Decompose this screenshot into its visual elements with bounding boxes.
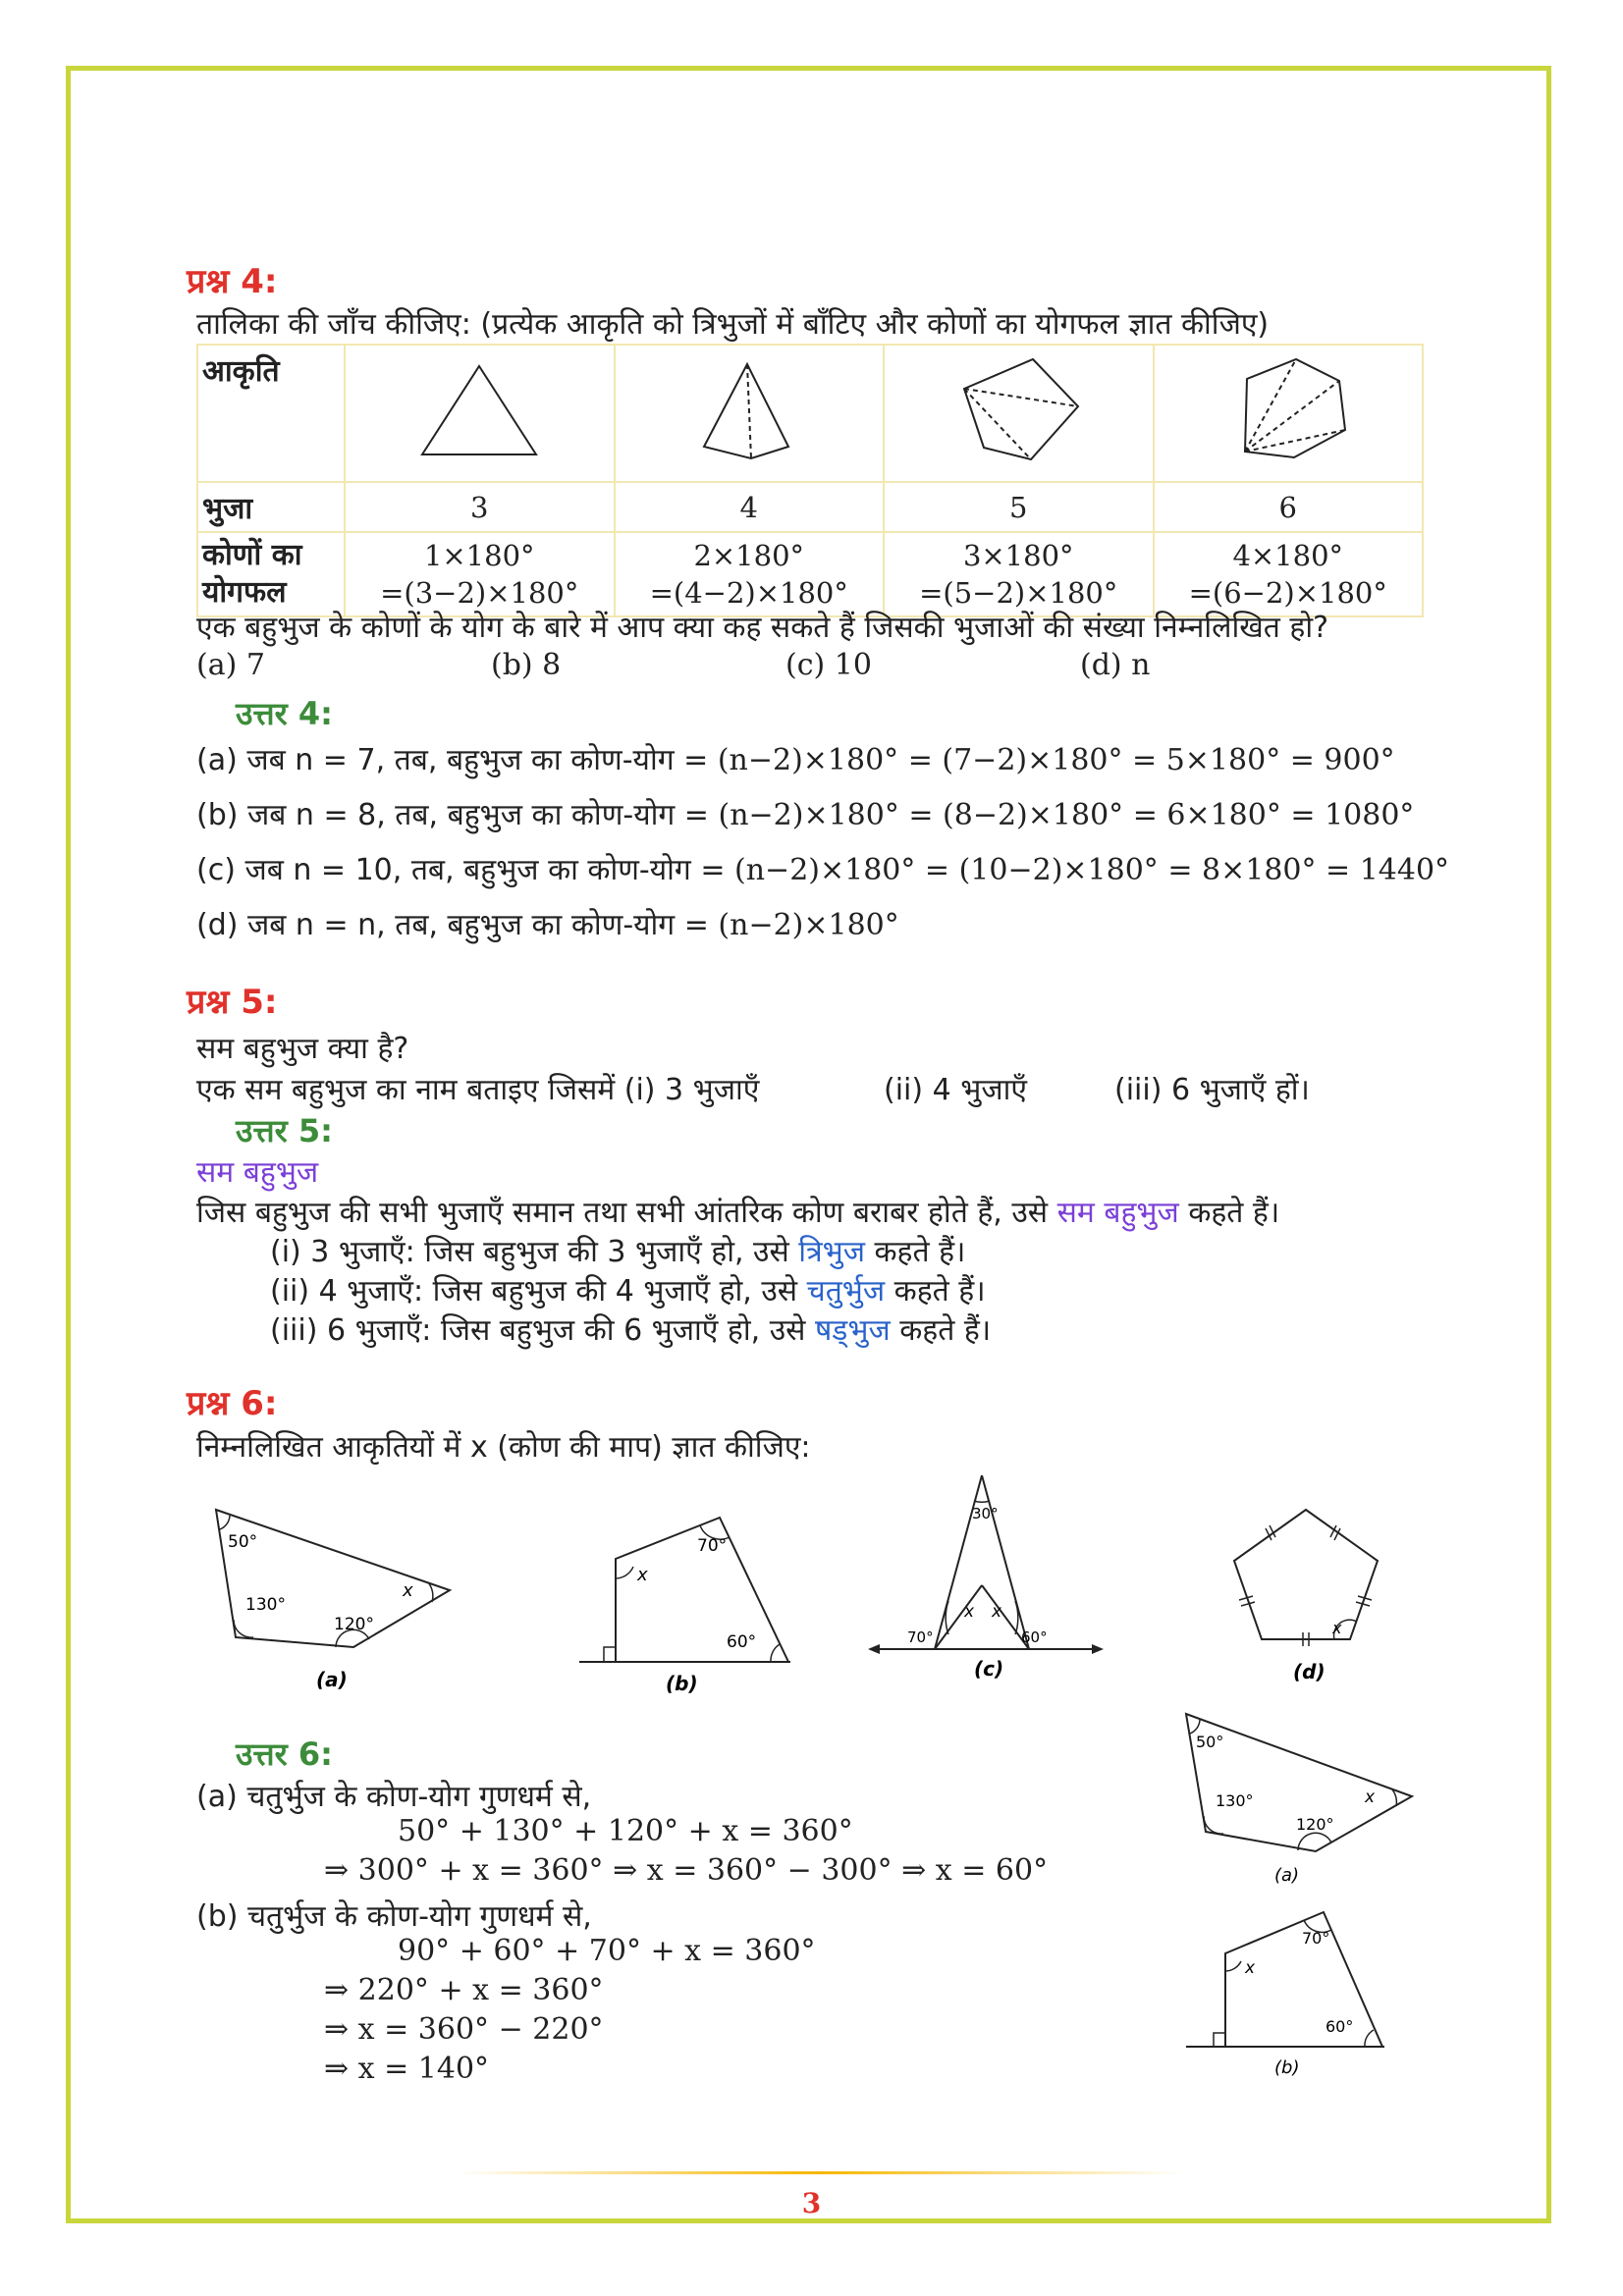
angle-label: 70°	[907, 1629, 934, 1646]
a4-line-a	[196, 738, 1395, 778]
angle-sum-cell	[884, 532, 1154, 616]
a5-def-end: कहते हैं।	[1178, 1196, 1280, 1230]
angle-label: 60°	[1021, 1629, 1048, 1646]
a5-def-text: जिस बहुभुज की सभी भुजाएँ समान तथा सभी आंतरिक कोण बराबर होते हैं, उसे	[196, 1196, 1057, 1230]
a5-item-iii	[270, 1308, 991, 1349]
a5-definition	[196, 1191, 1279, 1231]
a6-b-step4: ⇒ x = 140°	[324, 2052, 490, 2086]
sum-formula: =(3−2)×180°	[380, 576, 579, 610]
q4-option-d: (d) n	[1080, 648, 1151, 682]
angle-label: 130°	[1216, 1791, 1254, 1810]
a5-item-text: (ii) 4 भुजाएँ: जिस बहुभुज की 4 भुजाएँ हो, उसे	[270, 1274, 807, 1308]
a6-b-step3: ⇒ x = 360° − 220°	[324, 2012, 604, 2047]
hexagon-figure-cell	[1154, 345, 1424, 482]
angle-sum-cell	[345, 532, 615, 616]
a4-line-math: (n−2)×180° = (7−2)×180° = 5×180° = 900°	[717, 743, 1395, 777]
footer-divider	[457, 2171, 1183, 2174]
q5-option-ii: (ii) 4 भुजाएँ	[884, 1073, 1027, 1107]
triangle-icon	[410, 356, 548, 464]
a6-b-step1: 90° + 60° + 70° + x = 360°	[398, 1934, 816, 1968]
row-label-angle-sum-line2: योगफल	[202, 575, 287, 610]
page-number: 3	[801, 2187, 822, 2219]
figure-a-quadrilateral	[206, 1500, 461, 1696]
a5-item-text: (i) 3 भुजाएँ: जिस बहुभुज की 3 भुजाएँ हो, उसे	[270, 1235, 799, 1269]
pentagon-figure-cell	[884, 345, 1154, 482]
q5-line2: एक सम बहुभुज का नाम बताइए जिसमें (i) 3 भुजाएँ	[196, 1073, 760, 1107]
a5-item-ii	[270, 1269, 986, 1309]
angle-label: 50°	[228, 1532, 258, 1552]
sum-formula: =(4−2)×180°	[649, 576, 848, 610]
figure-caption: (d)	[1293, 1660, 1325, 1683]
polygon-angle-table	[196, 344, 1424, 617]
angle-sum-cell	[615, 532, 885, 616]
quadrilateral-icon	[690, 356, 808, 464]
a5-def-term: सम बहुभुज	[1056, 1196, 1179, 1230]
pentagon-icon	[945, 351, 1092, 469]
a5-item-term: षड्भुज	[814, 1313, 891, 1348]
q5-option-iii: (iii) 6 भुजाएँ हों।	[1114, 1073, 1310, 1107]
sum-product: 3×180°	[962, 539, 1074, 572]
angle-label: 50°	[1196, 1733, 1224, 1751]
a5-term: सम बहुभुज	[196, 1155, 319, 1190]
a4-line-b	[196, 793, 1414, 833]
angle-label: x	[1365, 1788, 1376, 1807]
q4-option-b: (b) 8	[491, 648, 562, 682]
sides-value: 6	[1154, 482, 1424, 532]
a4-line-text: (d) जब n = n, तब, बहुभुज का कोण-योग =	[196, 908, 719, 942]
angle-label: 60°	[727, 1632, 757, 1652]
a5-item-text: (iii) 6 भुजाएँ: जिस बहुभुज की 6 भुजाएँ हो, उसे	[270, 1313, 815, 1348]
a6-b-step2: ⇒ 220° + x = 360°	[324, 1973, 604, 2007]
angle-label: 130°	[245, 1595, 286, 1615]
a6-heading: उत्तर 6:	[236, 1735, 333, 1773]
sides-value: 5	[884, 482, 1154, 532]
q5-line1: सम बहुभुज क्या है?	[196, 1032, 409, 1066]
a5-heading: उत्तर 5:	[236, 1112, 333, 1149]
figure-caption: (b)	[1274, 2057, 1300, 2078]
a6-a-step2: ⇒ 300° + x = 360° ⇒ x = 360° − 300° ⇒ x = 60°	[324, 1853, 1049, 1888]
angle-label: x	[1332, 1619, 1342, 1637]
q4-question: एक बहुभुज के कोणों के योग के बारे में आप क्या कह सकते हैं जिसकी भुजाओं की संख्या निम्नलिखित हो?	[196, 611, 1329, 645]
row-label-sides: भुजा	[197, 482, 345, 532]
sum-product: 4×180°	[1232, 539, 1344, 572]
a6-a-step1: 50° + 130° + 120° + x = 360°	[398, 1814, 853, 1848]
a5-item-i	[270, 1230, 965, 1270]
figure-caption: (c)	[974, 1657, 1004, 1681]
angle-label: x	[992, 1602, 1002, 1622]
sum-formula: =(6−2)×180°	[1188, 576, 1387, 610]
angle-sum-cell	[1154, 532, 1424, 616]
angle-label: 120°	[334, 1615, 374, 1634]
q5-heading: प्रश्न 5:	[187, 983, 278, 1022]
a5-item-term: त्रिभुज	[798, 1235, 865, 1269]
sum-product: 2×180°	[693, 539, 805, 572]
a4-heading: उत्तर 4:	[236, 695, 333, 732]
hexagon-icon	[1219, 351, 1357, 469]
angle-label: 120°	[1296, 1815, 1334, 1834]
a4-line-math: (n−2)×180° = (8−2)×180° = 6×180° = 1080°	[718, 798, 1415, 832]
sum-formula: =(5−2)×180°	[919, 576, 1118, 610]
a4-line-math: (n−2)×180° = (10−2)×180° = 8×180° = 1440°	[734, 853, 1450, 887]
angle-label: x	[637, 1565, 648, 1585]
a4-line-text: (a) जब n = 7, तब, बहुभुज का कोण-योग =	[196, 743, 718, 777]
angle-label: 60°	[1325, 2017, 1354, 2036]
angle-label: 30°	[972, 1505, 999, 1522]
a4-line-text: (c) जब n = 10, तब, बहुभुज का कोण-योग =	[196, 853, 735, 887]
angle-label: x	[403, 1580, 413, 1601]
q4-option-a: (a) 7	[196, 648, 265, 682]
sides-value: 4	[615, 482, 885, 532]
angle-label: x	[964, 1602, 975, 1622]
figure-b-quadrilateral	[574, 1490, 800, 1696]
a5-item-end: कहते हैं।	[885, 1274, 986, 1308]
q4-heading: प्रश्न 4:	[187, 262, 278, 301]
a5-item-end: कहते हैं।	[890, 1313, 992, 1348]
answer-figure-b	[1178, 1895, 1404, 2081]
figure-c-isosceles	[864, 1468, 1109, 1693]
figure-d-regular-pentagon	[1222, 1492, 1389, 1688]
a6-b-label: (b) चतुर्भुज के कोण-योग गुणधर्म से,	[196, 1899, 592, 1934]
a4-line-d	[196, 903, 899, 943]
a4-line-text: (b) जब n = 8, तब, बहुभुज का कोण-योग =	[196, 798, 719, 832]
sum-product: 1×180°	[423, 539, 535, 572]
figure-caption: (a)	[316, 1668, 348, 1691]
angle-label: 70°	[1302, 1929, 1330, 1948]
sides-value: 3	[345, 482, 615, 532]
row-label-angle-sum-line1: कोणों का	[202, 538, 302, 572]
q4-option-c: (c) 10	[785, 648, 872, 682]
row-label-figure: आकृति	[197, 345, 345, 482]
q6-intro: निम्नलिखित आकृतियों में x (कोण की माप) ज्ञात कीजिए:	[196, 1430, 811, 1465]
row-label-angle-sum	[197, 532, 345, 616]
triangle-figure-cell	[345, 345, 615, 482]
quadrilateral-figure-cell	[615, 345, 885, 482]
a4-line-math: (n−2)×180°	[718, 908, 899, 942]
q6-heading: प्रश्न 6:	[187, 1384, 278, 1423]
angle-label: x	[1245, 1958, 1256, 1978]
a6-a-label: (a) चतुर्भुज के कोण-योग गुणधर्म से,	[196, 1780, 592, 1814]
a4-line-c	[196, 848, 1449, 888]
angle-label: 70°	[697, 1536, 728, 1556]
q4-intro: तालिका की जाँच कीजिए: (प्रत्येक आकृति को त्रिभुजों में बाँटिए और कोणों का योगफल ज्ञात कीजिए)	[196, 307, 1270, 342]
a5-item-term: चतुर्भुज	[806, 1274, 886, 1308]
answer-figure-a	[1178, 1706, 1424, 1893]
figure-caption: (a)	[1274, 1865, 1300, 1886]
a5-item-end: कहते हैं।	[864, 1235, 966, 1269]
figure-caption: (b)	[666, 1672, 698, 1695]
